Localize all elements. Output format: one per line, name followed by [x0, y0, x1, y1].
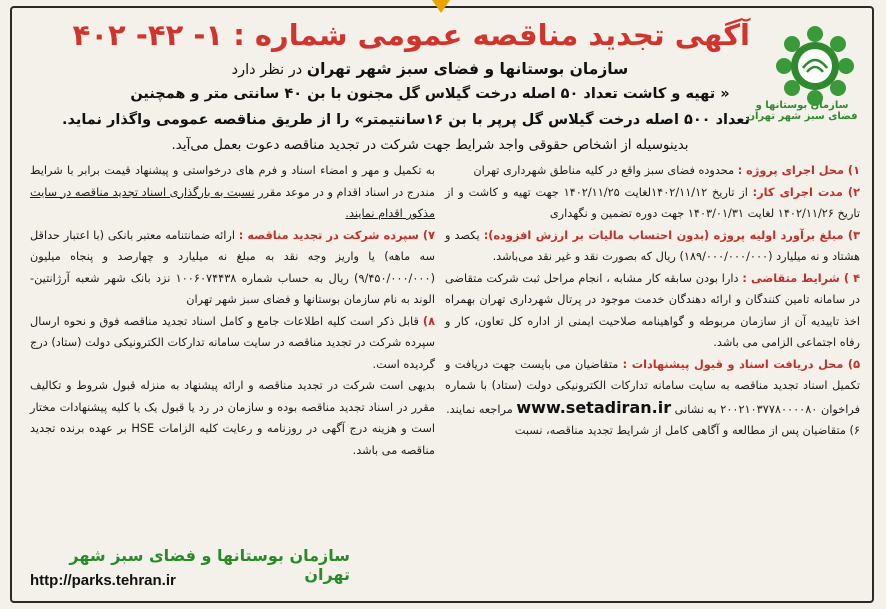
- item-5-label: ۵) محل دریافت اسناد و قبول پیشنهادات :: [622, 357, 860, 371]
- item-6-text: ۶) متقاضیان پس از مطالعه و آگاهی کامل از شرایط تجدید مناقصه، نسبت: [514, 424, 860, 437]
- header-line-2: « تهیه و کاشت تعداد ۵۰ اصله درخت گیلاس گل مجنون با بن ۴۰ سانتی متر و همچنین: [130, 86, 730, 102]
- item-2-label: ۲) مدت اجرای کار:: [752, 185, 860, 199]
- item-3-label: ۳) مبلغ برآورد اولیه پروژه (بدون احتساب مالیات بر ارزش افزوده):: [483, 228, 860, 242]
- item-5-tail: مراجعه نمایند.: [446, 402, 517, 416]
- item-7-text: ارائه ضمانتنامه معتبر بانکی (با اعتبار حداقل سه ماهه) یا واریز وجه نقد به مبلغ نه میلیارد و چهارصد و پنجاه میلیون (۹/۴۵۰/۰۰۰/۰۰۰) ریال به حساب شماره ۱۰۰۶۰۷۴۴۳۸ نزد بانک شهر شعبه آرژانتین- الوند به نام سازمان بوستانها و فضای سبز شهر تهران: [30, 228, 435, 306]
- header-org-suffix: در نظر دارد: [231, 62, 307, 78]
- item-8: [30, 311, 435, 376]
- item-5-text: متقاضیان می بایست جهت دریافت و تکمیل اسناد تجدید مناقصه به سایت سامانه تدارکات الکترونیکی دولت (ستاد) با شماره فراخوان ۲۰۰۲۱۰۳۷۷۸۰۰۰۰۸۰ به نشانی: [445, 357, 860, 416]
- left-column: [30, 160, 435, 461]
- item-7: [30, 225, 435, 311]
- item-7-label: ۷) سپرده شرکت در تجدید مناقصه :: [238, 228, 435, 242]
- item-1-text: محدوده فضای سبز واقع در کلیه مناطق شهرداری تهران: [473, 164, 738, 177]
- pin-icon: [432, 0, 450, 13]
- right-column: [445, 160, 860, 442]
- setadiran-link[interactable]: www.setadiran.ir: [516, 397, 672, 417]
- item-4-label: ۴ ) شرایط متقاضی :: [742, 271, 860, 285]
- item-3-text: یکصد و هشتاد و نه میلیارد (۱۸۹/۰۰۰/۰۰۰/۰۰۰) ریال که بصورت نقد و غیر نقد می‌باشد.: [445, 228, 860, 263]
- logo-caption: سازمان بوستانها و فضای سبز شهر تهران: [746, 100, 858, 122]
- item-2-text: از تاریخ ۱۴۰۲/۱۱/۱۲لغایت ۱۴۰۲/۱۱/۲۵ جهت تهیه و کاشت و از تاریخ ۱۴۰۲/۱۱/۲۶ لغایت ۱۴۰۳/۰۱/۳۱ جهت دوره تضمین و نگهداری: [445, 185, 860, 220]
- item-3: [445, 225, 860, 268]
- signature-url[interactable]: http://parks.tehran.ir: [30, 572, 176, 589]
- header-org: سازمان بوستانها و فضای سبز شهر تهران: [306, 60, 629, 78]
- header-line-3: تعداد ۵۰۰ اصله درخت گیلاس گل پرپر با بن ۱۶سانتیمتر» را از طریق مناقصه عمومی واگذار نماید.: [62, 112, 750, 128]
- item-2: [445, 182, 860, 225]
- header-line-1: [120, 60, 740, 78]
- closing-note: [30, 375, 435, 461]
- item-1: [445, 160, 860, 182]
- item-4: [445, 268, 860, 354]
- signature-org: سازمان بوستانها و فضای سبز شهر تهران: [69, 546, 350, 584]
- item-4-text: دارا بودن سابقه کار مشابه ، انجام مراحل ثبت شرکت متقاضی در سامانه تامین کنندگان و ارائه دهندگان خدمت موجود در پرتال شهرداری تهران بهمراه اخذ تاییدیه آن از سازمان مربوطه و گواهینامه صلاحیت ایمنی از اداره کل تعاون، کار و رفاه اجتماعی الزامی می باشد.: [445, 271, 860, 349]
- item-6-cont-text: به تکمیل و مهر و امضاء اسناد و فرم های درخواستی و پیشنهاد قیمت برابر با شرایط مندرج در اسناد اقدام و در موعد مقرر: [30, 164, 435, 199]
- item-6: [445, 420, 860, 442]
- closing-note-text: بدیهی است شرکت در تجدید مناقصه و ارائه پیشنهاد به منزله قبول شروط و تکالیف مقرر در اسناد تجدید مناقصه بوده و سازمان در رد یا قبول یک یا کلیه پیشنهادات مختار است و هزینه درج آگهی در روزنامه و رعایت کلیه الزامات HSE بر عهده برنده تجدید مناقصه می باشد.: [30, 379, 435, 457]
- header-line-4: بدینوسیله از اشخاص حقوقی واجد شرایط جهت شرکت در تجدید مناقصه دعوت بعمل می‌آید.: [171, 137, 689, 153]
- item-6-cont-underline: نسبت به بارگذاری اسناد تجدید مناقصه در سایت مذکور اقدام نمایند.: [30, 185, 435, 220]
- item-8-label: ۸): [422, 314, 435, 328]
- item-1-label: ۱) محل اجرای پروژه :: [737, 164, 860, 177]
- item-5: [445, 354, 860, 421]
- notice-title: آگهی تجدید مناقصه عمومی شماره : ۱- ۴۲- ۴۰۲: [72, 18, 750, 52]
- item-8-text: قابل ذکر است کلیه اطلاعات جامع و کامل اسناد تجدید مناقصه فوق و نحوه ارسال سپرده شرکت در تجدید مناقصه در سایت سامانه تدارکات الکترونیکی دولت (ستاد) درج گردیده است.: [30, 314, 435, 371]
- item-6-continued: [30, 160, 435, 225]
